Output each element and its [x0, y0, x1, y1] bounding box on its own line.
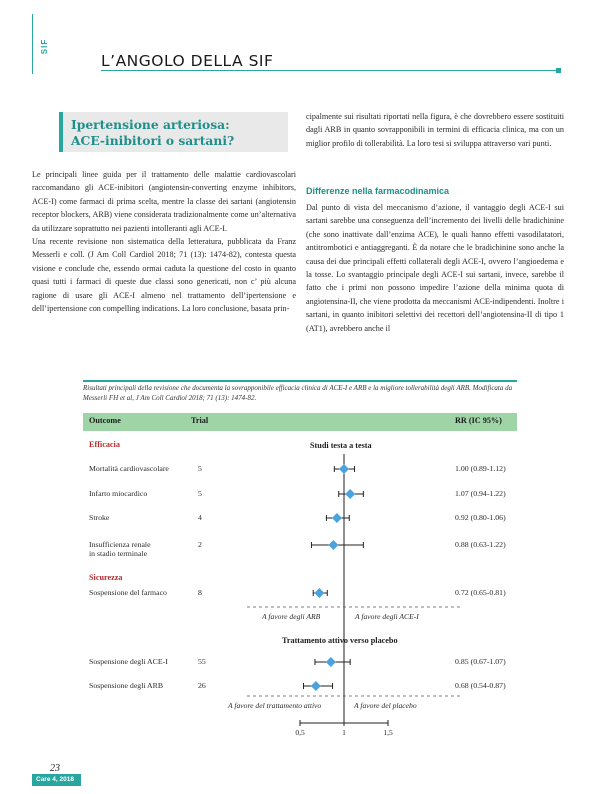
- rr-marker: [314, 588, 324, 598]
- rr-value: 1.00 (0.89-1.12): [455, 464, 506, 473]
- header-rr: RR (IC 95%): [455, 416, 502, 425]
- rr-marker: [326, 657, 336, 667]
- outcome-label: Mortalità cardiovascolare: [89, 464, 169, 473]
- rr-value: 0.72 (0.65-0.81): [455, 588, 506, 597]
- outcome-label: Sospensione degli ACE-I: [89, 657, 168, 666]
- subheading: Differenze nella farmacodinamica: [306, 186, 450, 196]
- x-tick-label: 1: [342, 728, 346, 737]
- header-trial: Trial: [191, 416, 209, 425]
- outcome-label: Insufficienza renale in stadio terminale: [89, 540, 151, 558]
- rr-value: 0.88 (0.63-1.22): [455, 540, 506, 549]
- rr-value: 0.68 (0.54-0.87): [455, 681, 506, 690]
- rr-value: 1.07 (0.94-1.22): [455, 489, 506, 498]
- rr-marker: [311, 681, 321, 691]
- favor-active-label: A favore del trattamento attivo: [228, 701, 322, 710]
- trial-count: 26: [198, 681, 206, 690]
- outcome-label: Stroke: [89, 513, 110, 522]
- trial-count: 4: [198, 513, 202, 522]
- rr-value: 0.92 (0.80-1.06): [455, 513, 506, 522]
- rr-value: 0.85 (0.67-1.07): [455, 657, 506, 666]
- issue-badge: Care 4, 2018: [32, 774, 81, 786]
- page-number: 23: [50, 763, 60, 774]
- outcome-label: Sospensione degli ARB: [89, 681, 164, 690]
- paragraph: Dal punto di vista del meccanismo d’azione, il vantaggio degli ACE-I sui sartani sarebbe una conseguenza dell’incremento dei livelli delle bradichinine (che sono inattivate dall’enzima ACE), le quali hanno effetti vasodilatatori, antitrombotici e antiaggreganti. È da notare che le bradichinine sono anche la causa dei due principali effetti collaterali degli ACE-I, ovvero l’angioedema e la tosse. Lo svantaggio principale degli ACE-I sui sartani, invece, sarebbe il fatto che i primi non possono impedire l’azione della minima quota di angiotensina-II, che viene prodotta da meccanismi ACE-indipendenti. Inoltre i sartani, in quanto inibitori selettivi dei recettori dell’angiotensina-II di tipo 1 (AT1), avrebbero anche il: [306, 203, 564, 333]
- outcome-label: Infarto miocardico: [89, 489, 148, 498]
- trial-count: 2: [198, 540, 202, 549]
- heading-vs-placebo: Trattamento attivo verso placebo: [282, 636, 398, 645]
- paragraph: cipalmente sui risultati riportati nella figura, è che dovrebbero essere sostituiti dagli ARB in quanto sovrapponibili in termini di efficacia clinica, ma con un miglior profilo di tollerabilità. La loro tesi si sviluppa attraverso vari punti.: [306, 112, 564, 148]
- rr-marker: [345, 489, 355, 499]
- trial-count: 8: [198, 588, 202, 597]
- header-outcome: Outcome: [89, 416, 121, 425]
- article-title-line2: ACE-inibitori o sartani?: [71, 133, 235, 148]
- outcome-label: Sospensione del farmaco: [89, 588, 167, 597]
- figure-caption: Risultati principali della revisione che documenta la sovrapponibile efficacia clinica di ACE-I e ARB e la migliore tollerabilità degli ARB. Modificata da Messerli FH et al, J Am Coll Cardiol 2018; 71 (13): 1474-82.: [83, 384, 513, 402]
- rr-marker: [332, 513, 342, 523]
- heading-head-to-head: Studi testa a testa: [310, 441, 372, 450]
- favor-placebo-label: A favore del placebo: [354, 701, 417, 710]
- favor-acei-label: A favore degli ACE-I: [355, 612, 419, 621]
- rr-marker: [339, 464, 349, 474]
- trial-count: 55: [198, 657, 206, 666]
- paragraph: Una recente revisione non sistematica della letteratura, pubblicata da Franz Messerli e coll. (J Am Coll Cardiol 2018; 71 (13): 1474-82), contesta questa visione e conclude che, essendo ormai caduta la questione del costo in quanto quasi tutti i farmaci di queste due classi sono genericati, non c’ più alcuna ragione di usare gli ACE-I almeno nel trattamento dell’ipertensione e dell’ipertensione con compelling indications. La loro conclusione, basata prin-: [32, 237, 296, 314]
- trial-count: 5: [198, 489, 202, 498]
- section-efficacia: Efficacia: [89, 440, 120, 449]
- article-title-line1: Ipertensione arteriosa:: [71, 117, 230, 132]
- paragraph: Le principali linee guida per il trattamento delle malattie cardiovascolari raccomandano gli ACE-inibitori (angiotensin-converting enzyme inhibitors, ACE-I) come farmaci di prima scelta, mentre la classe dei sartani (angiotensin receptor blockers, ARB) viene considerata tradizionalmente come un’alternativa da utilizzare soprattutto nei pazienti intolleranti agli ACE-I.: [32, 170, 296, 233]
- section-sicurezza: Sicurezza: [89, 573, 123, 582]
- favor-arb-label: A favore degli ARB: [262, 612, 321, 621]
- section-tag: SIF: [40, 38, 50, 55]
- section-title: L’ANGOLO DELLA SIF: [101, 52, 274, 70]
- x-tick-label: 0,5: [295, 728, 305, 737]
- rr-marker: [328, 540, 338, 550]
- x-tick-label: 1,5: [383, 728, 393, 737]
- trial-count: 5: [198, 464, 202, 473]
